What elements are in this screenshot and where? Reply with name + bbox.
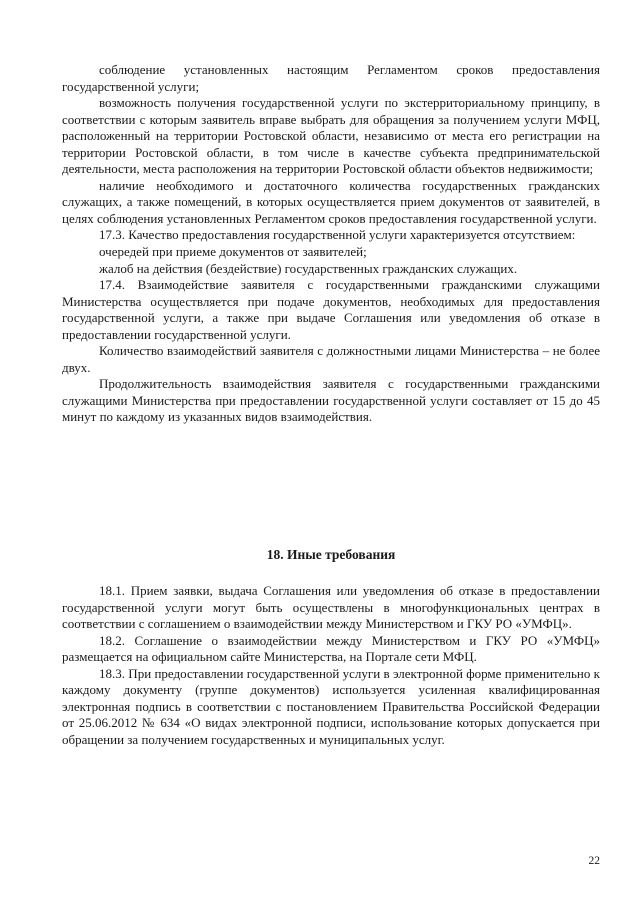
page-number: 22 [588,855,600,867]
paragraph: 18.2. Соглашение о взаимодействии между Министерством и ГКУ РО «УМФЦ» размещается на официальном сайте Министерства, на Портале сети МФЦ. [62,632,600,665]
paragraph: 18.1. Прием заявки, выдача Соглашения или уведомления об отказе в предоставлении государственной услуги могут быть осуществлены в многофункциональных центрах в соответствии с соглашением о взаимодействии между Министерством и ГКУ РО «УМФЦ». [62,583,600,632]
paragraph: 17.4. Взаимодействие заявителя с государственными гражданскими служащими Министерства осуществляется при подаче документов, необходимых для предоставления государственной услуги, а также при выдаче Соглашения или уведомления об отказе в предоставлении государственной услуги. [62,277,600,342]
paragraph: жалоб на действия (бездействие) государственных гражданских служащих. [99,260,518,276]
paragraph: Продолжительность взаимодействия заявителя с государственными гражданскими служащими Министерства при предоставлении государственной услуги составляет от 15 до 45 минут по каждому из указанных видов взаимодействия. [62,376,600,425]
paragraph: возможность получения государственной услуги по экстерриториальному принципу, в соответствии с которым заявитель вправе выбрать для обращения за получением услуги МФЦ, расположенный на территории Ростовской области, независимо от места его регистрации на территории Ростовской области, в том числе в качестве субъекта предпринимательской деятельности, места расположения на территории Ростовской области объектов недвижимости; [62,95,600,177]
paragraph: соблюдение установленных настоящим Регламентом сроков предоставления государственной услуги; [62,62,600,94]
section-heading: 18. Иные требования [266,547,396,562]
paragraph: Количество взаимодействий заявителя с должностными лицами Министерства – не более двух. [62,343,600,375]
paragraph: 17.3. Качество предоставления государственной услуги характеризуется отсутствием: [99,227,576,243]
paragraph: очередей при приеме документов от заявителей; [99,244,367,260]
paragraph: 18.3. При предоставлении государственной услуги в электронной форме применительно к каждому документу (группе документов) используется усиленная квалифицированная электронная подпись в соответствии с постановлением Правительства Российской Федерации от 25.06.2012 № 634 «О видах электронной подписи, использование которых допускается при обращении за получением государственных и муниципальных услуг. [62,665,600,747]
section-17-tail [62,62,600,426]
section-18-body [62,583,600,748]
paragraph: наличие необходимого и достаточного количества государственных гражданских служащих, а также помещений, в которых осуществляется прием документов от заявителей, в целях соблюдения установленных Регламентом сроков предоставления государственной услуги. [62,177,600,226]
